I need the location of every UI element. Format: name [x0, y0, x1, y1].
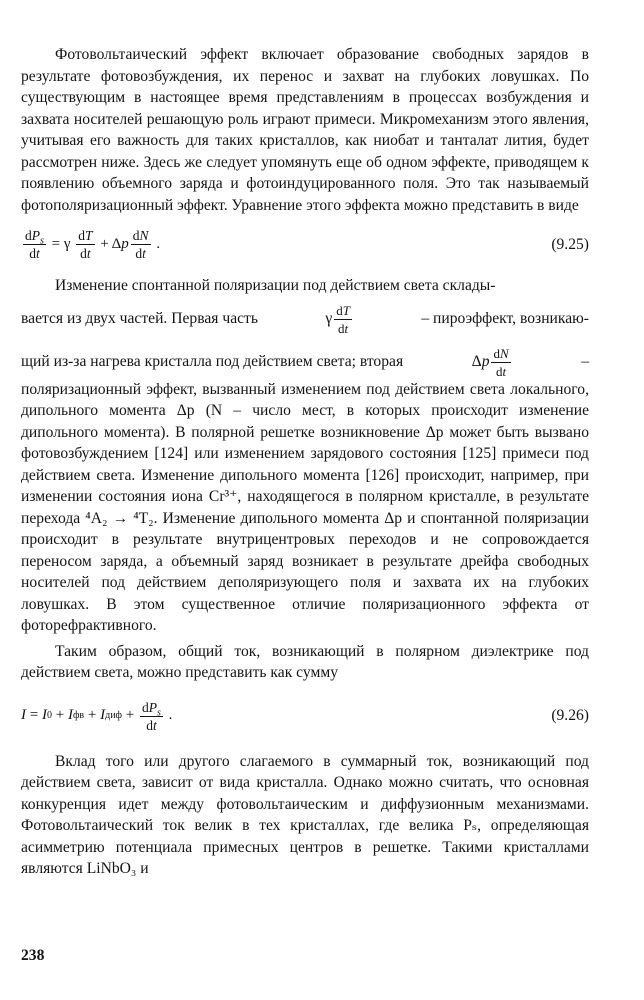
paragraph-polarization-rest: поляризационный эффект, вызванный изменением под действием света локального, дипольного момента Δp (N – число мест, в которых происходит изменение дипольного момента). В полярной решетке возникновение Δp может быть вызвано фотовозбуждением [124] или изменением зарядового состояния [125] примеси под действием света. Изменение дипольного момента [126] происходит, например, при изменении состояния иона Cr³⁺, находящегося в полярном кристалле, в результате перехода ⁴A₂ → ⁴T₂. Изменение дипольного момента Δp и спонтанной поляризации происходит в результате внутрицентровых переходов и не сопровождается переносом заряда, а объемный заряд возникает в результате дрейфа свободных носителей под действием деполяризующего поля и захвата их на глубоких ловушках. В этом существенное отличие поляризационного эффекта от фоторефрактивного. [21, 380, 589, 634]
fraction-dN-dt: $\frac{dN}{dt}$ [132, 228, 149, 261]
equation-9-25-formula: $\frac{dP_s}{dt}$ = γ $\frac{dT}{dt}$ + Δ p $\frac{dN}{dt}$ . [25, 228, 161, 261]
inline-formula-gamma-dT-dt: γ $\frac{dT}{dt}$ [325, 302, 350, 336]
equation-9-26 [21, 700, 589, 733]
fraction-dPs-dt: $\frac{dP_s}{dt}$ [25, 228, 44, 261]
equation-number-9-25: (9.25) [551, 235, 589, 253]
paragraph-polarization-line2: вается из двух частей. Первая часть γ $\frac{dT}{dt}$ – пироэффект, возникаю- [21, 302, 589, 336]
paragraph-polarization-line3: щий из-за нагрева кристалла под действием света; вторая Δ p $\frac{dN}{dt}$ – [21, 345, 589, 379]
fraction-dT-dt: $\frac{dT}{dt}$ [78, 228, 93, 261]
page-body [21, 44, 589, 880]
fraction-dPs-dt-2: $\frac{dP_s}{dt}$ [142, 699, 161, 733]
paragraph-photovoltaic-intro: Фотовольтаический эффект включает образование свободных зарядов в результате фотовозбуждения, их перенос и захват на глубоких ловушках. По существующим в настоящее время представлениям в процессах возбуждения и захвата носителей решающую роль играют примеси. Микромеханизм этого явления, учитывая его важность для таких кристаллов, как ниобат и танталат лития, будет рассмотрен ниже. Здесь же следует упомянуть еще об одном эффекте, приводящем к появлению объемного заряда и фотоиндуцированного поля. Это так называемый фотополяризационный эффект. Уравнение этого эффекта можно представить в виде [21, 46, 589, 214]
equation-number-9-26: (9.26) [551, 707, 589, 725]
page-number: 238 [21, 947, 45, 964]
inline-formula-dp-dN-dt: Δ p $\frac{dN}{dt}$ [471, 345, 509, 379]
equation-9-25 [21, 228, 589, 261]
equation-9-26-formula: I = I 0 + I фв + I диф + $\frac{dP_s}{dt}$ . [21, 699, 173, 733]
paragraph-polarization-line1: Изменение спонтанной поляризации под действием света склады- [55, 277, 496, 294]
paragraph-contribution: Вклад того или другого слагаемого в суммарный ток, возникающий под действием света, зависит от вида кристалла. Однако можно считать, что основная конкуренция идет между фотовольтаическим и диффузионным механизмами. Фотовольтаический ток велик в тех кристаллах, где велика Pₛ, определяющая асимметрию потенциала примесных центров в решетке. Такими кристаллами являются LiNbO₃ и [21, 752, 589, 877]
paragraph-total-current: Таким образом, общий ток, возникающий в полярном диэлектрике под действием света, можно представить как сумму [21, 642, 589, 681]
